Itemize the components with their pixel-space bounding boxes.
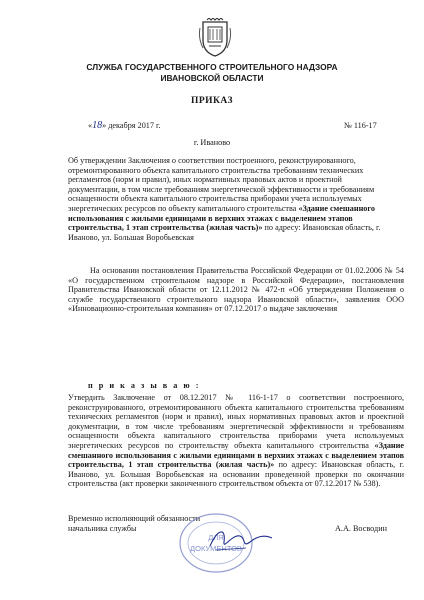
subject-paragraph xyxy=(68,156,386,242)
order-text: Утвердить Заключение от 08.12.2017 № 116-1-17 о соответствии построенного, реконструированного, отремонтированного объекта капитального строительства требованиям технических регламентов (норм и правил), иных нормативных правовых актов и проектной документации, в том числе требованиям энергетической эффективности и требованиям оснащенности объекта капитального строительства приборами учета используемых энергетических ресурсов по строительству объекта капитального строительства xyxy=(68,393,404,450)
agency-name-line2: ИВАНОВСКОЙ ОБЛАСТИ xyxy=(160,73,264,83)
resolve-heading: п р и к а з ы в а ю : xyxy=(88,381,201,390)
subject-text: Об утверждении Заключения о соответствии построенного, реконструированного, отремонтированного объекта капитального строительства требованиям технических регламентов (норм и правил), иных нормативных правовых актов и проектной документации, в том числе требованиям энергетической эффективности и требованиям оснащенности объекта капитального строительства приборами учета используемых энергетических ресурсов по объекту капитального строительства xyxy=(68,156,375,213)
subject-object: «Здание смешанного использования с жилыми единицами в верхних этажах с выделением этапов строительства, 1 этап строительства (жилая часть)» xyxy=(68,203,376,233)
handwritten-signature xyxy=(206,524,276,554)
svg-text:ДОКУМЕНТОВ: ДОКУМЕНТОВ xyxy=(190,544,242,553)
date-month-year: » декабря 2017 г. xyxy=(102,121,161,130)
document-type: ПРИКАЗ xyxy=(190,96,234,106)
svg-text:ДЛЯ: ДЛЯ xyxy=(208,533,224,542)
signatory-name: А.А. Восводин xyxy=(335,524,387,533)
document-number: № 116-17 xyxy=(344,121,377,130)
order-paragraph xyxy=(68,393,404,489)
document-city: г. Иваново xyxy=(193,138,231,147)
document-date xyxy=(88,121,161,131)
subject-address: по адресу: Ивановская область, г. Иваново, ул. Большая Воробьевская xyxy=(68,223,381,242)
order-tail: по адресу: Ивановская область, г. Иваново, ул. Большая Воробьевская на основании проведенной проверки по окончании строительства (акт проверки законченного строительством объекта от 07.12.2017 № 538). xyxy=(68,460,404,489)
agency-name xyxy=(0,62,424,84)
coat-of-arms-icon xyxy=(198,18,232,58)
order-object: «Здание смешанного использования с жилыми единицами в верхних этажах с выделением этапов строительства, 1 этап строительства (жилая часть)» xyxy=(68,440,404,470)
basis-paragraph: На основании постановления Правительства Российской Федерации от 01.02.2006 № 54 «О государственном строительном надзоре в Российской Федерации», постановления Правительства Ивановской области от 12.11.2012 № 472-п «Об утверждении Положения о службе государственного строительного надзора Ивановской области», заявления ООО «Инновационно-строительная компания» от 07.12.2017 о выдаче заключения xyxy=(68,266,404,314)
position-line1: Временно исполняющий обязанности xyxy=(68,514,201,523)
date-day-handwritten: 18 xyxy=(92,120,103,131)
position-line2: начальника службы xyxy=(68,523,137,533)
agency-name-line1: СЛУЖБА ГОСУДАРСТВЕННОГО СТРОИТЕЛЬНОГО НАДЗОРА xyxy=(86,62,338,72)
date-open-quote: « xyxy=(88,121,93,130)
